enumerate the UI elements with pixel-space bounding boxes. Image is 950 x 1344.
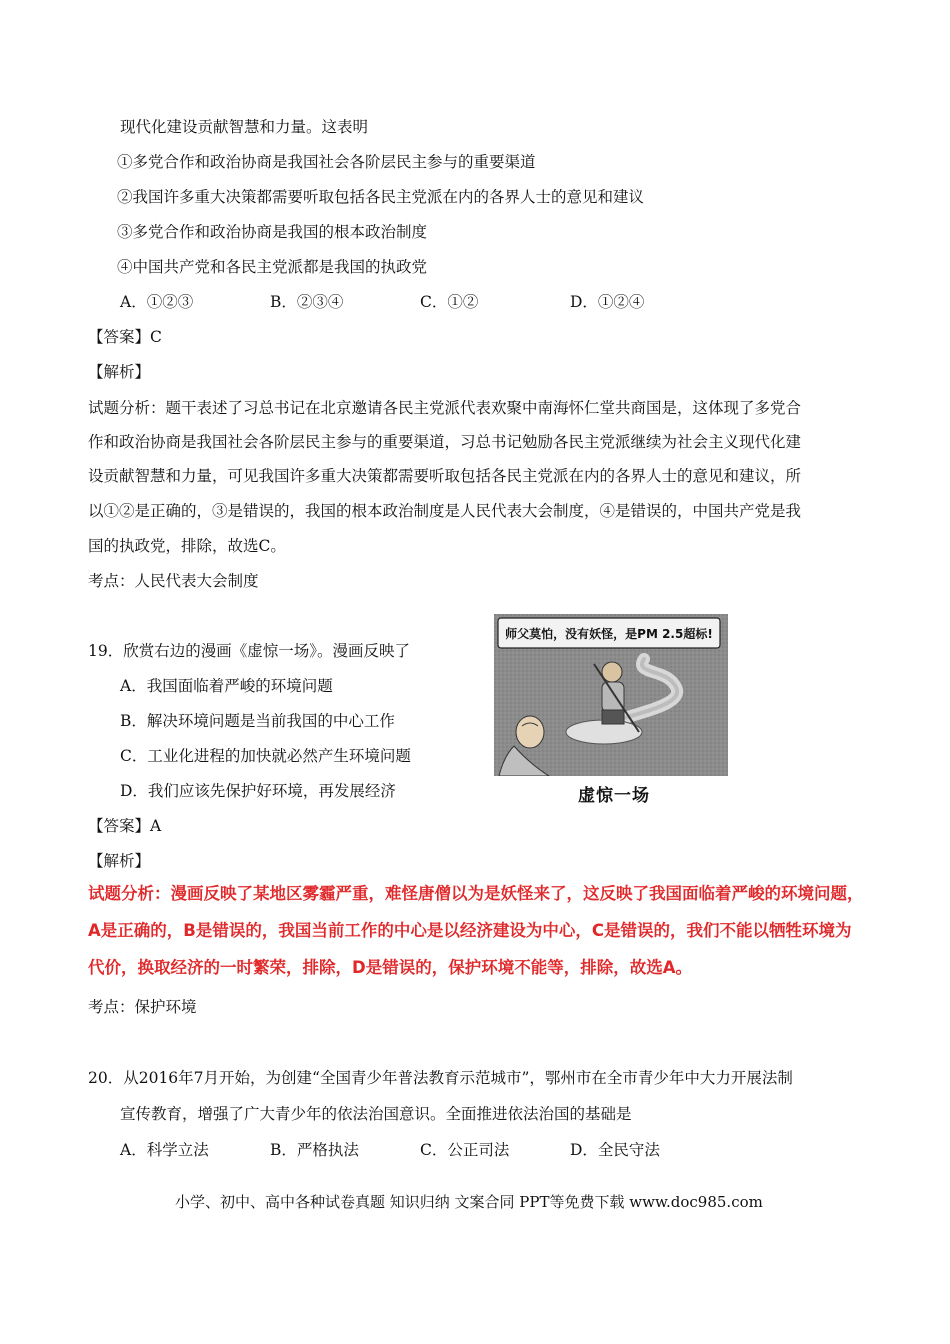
- comic-bubble-text: 师父莫怕，没有妖怪，是PM 2.5超标!: [505, 627, 713, 641]
- q19-analysis-heading: 【解析】: [88, 852, 151, 870]
- q19-option-a: A．我国面临着严峻的环境问题: [120, 677, 333, 695]
- q19-stem: 19．欣赏右边的漫画《虚惊一场》。漫画反映了: [88, 642, 410, 660]
- q19-option-d: D．我们应该先保护好环境，再发展经济: [120, 782, 396, 800]
- page-footer: 小学、初中、高中各种试卷真题 知识归纳 文案合同 PPT等免费下载 www.doc985.com: [175, 1193, 763, 1211]
- q18-option-c: C．①②: [420, 293, 479, 311]
- q18-statement-2: ②我国许多重大决策都需要听取包括各民主党派在内的各界人士的意见和建议: [117, 188, 645, 206]
- q20-option-c: C．公正司法: [420, 1141, 510, 1159]
- q19-option-b: B．解决环境问题是当前我国的中心工作: [120, 712, 395, 730]
- q18-option-d: D．①②④: [570, 293, 645, 311]
- q18-analysis-line-1: 试题分析：题干表述了习总书记在北京邀请各民主党派代表欢聚中南海怀仁堂共商国是，这体现了多党合: [88, 399, 802, 417]
- comic-caption: 虚惊一场: [578, 786, 650, 806]
- q18-analysis-line-2: 作和政治协商是我国社会各阶层民主参与的重要渠道，习总书记勉励各民主党派继续为社会主义现代化建: [88, 433, 802, 451]
- q18-analysis-line-3: 设贡献智慧和力量，可见我国许多重大决策都需要听取包括各民主党派在内的各界人士的意见和建议，所: [88, 467, 802, 485]
- q19-option-c: C．工业化进程的加快就必然产生环境问题: [120, 747, 411, 765]
- q18-statement-4: ④中国共产党和各民主党派都是我国的执政党: [117, 258, 428, 276]
- q20-stem-line-1: 20．从2016年7月开始，为创建“全国青少年普法教育示范城市”，鄂州市在全市青少年中大力开展法制: [88, 1069, 793, 1087]
- q19-analysis-line-2: A是正确的，B是错误的，我国当前工作的中心是以经济建设为中心，C是错误的，我们不能以牺牲环境为: [88, 921, 852, 940]
- q18-stem-continued: 现代化建设贡献智慧和力量。这表明: [120, 118, 369, 136]
- comic-image: [494, 614, 728, 776]
- q19-analysis-line-3: 代价，换取经济的一时繁荣，排除，D是错误的，保护环境不能等，排除，故选A。: [88, 958, 692, 977]
- q18-knowledge-point: 考点：人民代表大会制度: [88, 572, 259, 590]
- q20-option-a: A．科学立法: [120, 1141, 209, 1159]
- comic-illustration: [494, 614, 728, 776]
- q18-statement-3: ③多党合作和政治协商是我国的根本政治制度: [117, 223, 428, 241]
- q18-statement-1: ①多党合作和政治协商是我国社会各阶层民主参与的重要渠道: [117, 153, 536, 171]
- q19-knowledge-point: 考点：保护环境: [88, 998, 197, 1016]
- q20-option-b: B．严格执法: [270, 1141, 359, 1159]
- q18-analysis-line-5: 国的执政党，排除，故选C。: [88, 537, 286, 555]
- q18-analysis-heading: 【解析】: [88, 363, 151, 381]
- q18-answer: 【答案】C: [88, 328, 162, 346]
- q20-option-d: D．全民守法: [570, 1141, 660, 1159]
- q20-stem-line-2: 宣传教育，增强了广大青少年的依法治国意识。全面推进依法治国的基础是: [120, 1105, 632, 1123]
- q19-answer: 【答案】A: [88, 817, 162, 835]
- q18-analysis-line-4: 以①②是正确的，③是错误的，我国的根本政治制度是人民代表大会制度，④是错误的，中国共产党是我: [88, 502, 802, 520]
- q19-analysis-line-1: 试题分析：漫画反映了某地区雾霾严重，难怪唐僧以为是妖怪来了，这反映了我国面临着严峻的环境问题，: [88, 884, 864, 903]
- q18-option-a: A．①②③: [120, 293, 194, 311]
- q18-option-b: B．②③④: [270, 293, 344, 311]
